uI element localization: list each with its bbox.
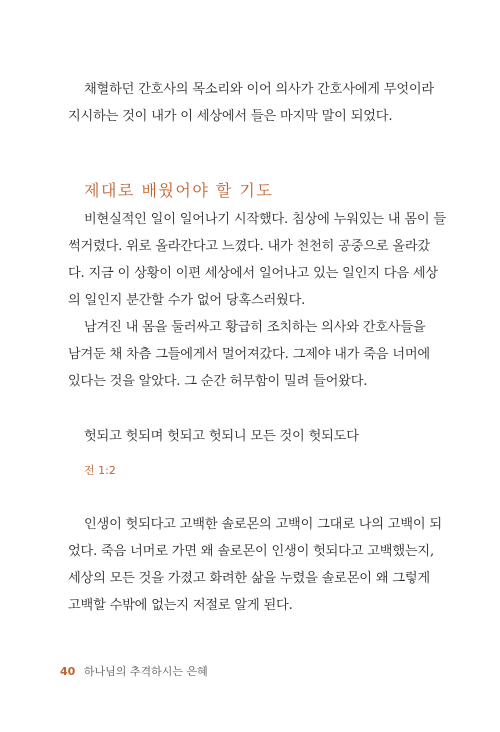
page-footer <box>60 663 208 679</box>
paragraph-line: 비현실적인 일이 일어나기 시작했다. 침상에 누워있는 내 몸이 들 <box>84 212 446 227</box>
paragraph-line: 의 일인지 분간할 수가 없어 당혹스러웠다. <box>68 293 306 308</box>
section-paragraph-2 <box>68 314 440 395</box>
paragraph-line: 채혈하던 간호사의 목소리와 이어 의사가 간호사에게 무엇이라 <box>84 82 434 97</box>
paragraph-line: 다. 지금 이 상황이 이편 세상에서 일어나고 있는 일인지 다음 세상 <box>68 266 438 281</box>
opening-paragraph <box>68 76 440 130</box>
paragraph-line: 있다는 것을 알았다. 그 순간 허무함이 밀려 들어왔다. <box>68 374 368 389</box>
scripture-quote: 헛되고 헛되며 헛되고 헛되니 모든 것이 헛되도다 <box>84 429 359 444</box>
paragraph-line: 고백할 수밖에 없는지 저절로 알게 된다. <box>68 598 293 613</box>
page-number: 40 <box>60 665 76 678</box>
book-title: 하나님의 추격하시는 은혜 <box>83 665 208 678</box>
closing-paragraph <box>68 511 440 619</box>
section-heading: 제대로 배웠어야 할 기도 <box>84 181 274 200</box>
paragraph-line: 지시하는 것이 내가 이 세상에서 들은 마지막 말이 되었다. <box>68 109 393 124</box>
scripture-reference: 전 1:2 <box>84 464 116 477</box>
paragraph-line: 썩거렸다. 위로 올라간다고 느꼈다. 내가 천천히 공중으로 올라갔 <box>68 239 430 254</box>
paragraph-line: 세상의 모든 것을 가졌고 화려한 삶을 누렸을 솔로몬이 왜 그렇게 <box>68 571 430 586</box>
paragraph-line: 남겨둔 채 차츰 그들에게서 멀어져갔다. 그제야 내가 죽음 너머에 <box>68 347 430 362</box>
paragraph-line: 었다. 죽음 너머로 가면 왜 솔로몬이 인생이 헛되다고 고백했는지, <box>68 544 434 559</box>
paragraph-line: 남겨진 내 몸을 둘러싸고 황급히 조치하는 의사와 간호사들을 <box>84 320 426 335</box>
section-paragraph-1 <box>68 206 446 314</box>
paragraph-line: 인생이 헛되다고 고백한 솔로몬의 고백이 그대로 나의 고백이 되 <box>84 517 442 532</box>
